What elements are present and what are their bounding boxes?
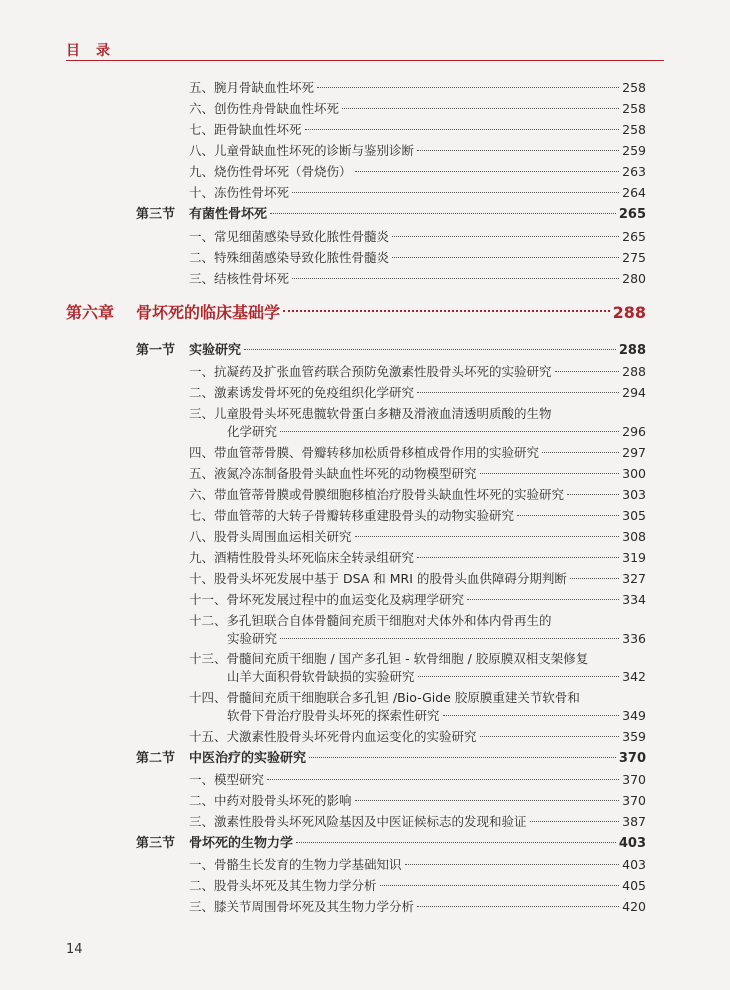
toc-entry[interactable] bbox=[189, 406, 646, 422]
toc-entry[interactable] bbox=[189, 122, 646, 138]
toc-entry-title: 七、带血管蒂的大转子骨瓣转移重建股骨头的动物实验研究 bbox=[189, 508, 515, 523]
leader-dots bbox=[270, 213, 616, 214]
toc-entry[interactable] bbox=[189, 772, 646, 788]
toc-entry[interactable] bbox=[189, 651, 646, 667]
toc-page-number: 288 bbox=[612, 303, 646, 322]
section-title: 中医治疗的实验研究 bbox=[189, 751, 307, 766]
toc-entry-title: 一、抗凝药及扩张血管药联合预防免激素性股骨头坏死的实验研究 bbox=[189, 364, 552, 379]
leader-dots bbox=[417, 150, 619, 151]
toc-entry[interactable] bbox=[189, 229, 646, 245]
toc-page-number: 370 bbox=[622, 793, 646, 808]
toc-entry[interactable] bbox=[189, 250, 646, 266]
toc-entry-title: 十一、骨坏死发展过程中的血运变化及病理学研究 bbox=[189, 592, 465, 607]
toc-entry-title: 软骨下骨治疗股骨头坏死的探索性研究 bbox=[227, 708, 440, 723]
leader-dots bbox=[280, 638, 619, 639]
toc-page-number: 387 bbox=[622, 814, 646, 829]
toc-section[interactable] bbox=[136, 751, 646, 767]
leader-dots bbox=[292, 192, 619, 193]
toc-entry-title: 四、带血管蒂骨膜、骨瓣转移加松质骨移植成骨作用的实验研究 bbox=[189, 445, 540, 460]
leader-dots bbox=[317, 87, 619, 88]
toc-entry-continuation[interactable] bbox=[227, 631, 646, 647]
leader-dots bbox=[355, 800, 619, 801]
toc-page-number: 349 bbox=[622, 708, 646, 723]
leader-dots bbox=[342, 108, 619, 109]
toc-entry-title: 三、儿童股骨头坏死患髋软骨蛋白多糖及滑液血清透明质酸的生物 bbox=[189, 406, 552, 421]
toc-page-number: 405 bbox=[622, 878, 646, 893]
toc-page-number: 296 bbox=[622, 424, 646, 439]
toc-entry[interactable] bbox=[189, 592, 646, 608]
toc-entry[interactable] bbox=[189, 445, 646, 461]
toc-page-number: 288 bbox=[618, 343, 646, 358]
section-title: 骨坏死的生物力学 bbox=[189, 836, 294, 851]
toc-page-number: 305 bbox=[622, 508, 646, 523]
toc-entry-title: 八、股骨头周围血运相关研究 bbox=[189, 529, 352, 544]
toc-page-number: 334 bbox=[622, 592, 646, 607]
toc-page-number: 370 bbox=[618, 751, 646, 766]
toc-entry[interactable] bbox=[189, 185, 646, 201]
toc-page-number: 280 bbox=[622, 271, 646, 286]
toc-entry-continuation[interactable] bbox=[227, 708, 646, 724]
toc-page-number: 258 bbox=[622, 101, 646, 116]
toc-entry-continuation[interactable] bbox=[227, 424, 646, 440]
leader-dots bbox=[417, 392, 619, 393]
toc-entry-title: 十、股骨头坏死发展中基于 DSA 和 MRI 的股骨头血供障碍分期判断 bbox=[189, 571, 567, 586]
toc-page-number: 258 bbox=[622, 122, 646, 137]
toc-entry[interactable] bbox=[189, 729, 646, 745]
toc-page-number: 300 bbox=[622, 466, 646, 481]
toc-page-number: 263 bbox=[622, 164, 646, 179]
leader-dots bbox=[467, 599, 619, 600]
toc-page-number: 259 bbox=[622, 143, 646, 158]
toc-entry[interactable] bbox=[189, 857, 646, 873]
leader-dots bbox=[567, 494, 619, 495]
toc-entry-title: 二、股骨头坏死及其生物力学分析 bbox=[189, 878, 377, 893]
toc-entry[interactable] bbox=[189, 80, 646, 96]
toc-entry[interactable] bbox=[189, 101, 646, 117]
section-title: 实验研究 bbox=[189, 343, 242, 358]
toc-entry[interactable] bbox=[189, 529, 646, 545]
section-label: 第三节 bbox=[136, 836, 176, 851]
toc-page-number: 258 bbox=[622, 80, 646, 95]
toc-entry-title: 九、烧伤性骨坏死（骨烧伤） bbox=[189, 164, 352, 179]
toc-entry-title: 十五、犬激素性股骨头坏死骨内血运变化的实验研究 bbox=[189, 729, 477, 744]
toc-entry-title: 一、模型研究 bbox=[189, 772, 265, 787]
toc-entry-title: 化学研究 bbox=[227, 424, 278, 439]
leader-dots bbox=[355, 171, 619, 172]
leader-dots bbox=[283, 310, 610, 312]
toc-page-number: 297 bbox=[622, 445, 646, 460]
leader-dots bbox=[392, 236, 619, 237]
toc-page-number: 336 bbox=[622, 631, 646, 646]
toc-entry[interactable] bbox=[189, 143, 646, 159]
toc-entry-title: 七、距骨缺血性坏死 bbox=[189, 122, 302, 137]
section-label: 第二节 bbox=[136, 751, 176, 766]
leader-dots bbox=[280, 431, 619, 432]
leader-dots bbox=[418, 676, 619, 677]
toc-page-number: 265 bbox=[618, 207, 646, 222]
toc-entry-title: 十三、骨髓间充质干细胞 / 国产多孔钽 - 软骨细胞 / 胶原膜双相支架修复 bbox=[189, 651, 589, 666]
page-number: 14 bbox=[66, 942, 83, 957]
toc-entry[interactable] bbox=[189, 613, 646, 629]
toc-entry-title: 一、骨骼生长发育的生物力学基础知识 bbox=[189, 857, 402, 872]
toc-page-number: 308 bbox=[622, 529, 646, 544]
leader-dots bbox=[380, 885, 619, 886]
section-title: 有菌性骨坏死 bbox=[189, 207, 268, 222]
section-label: 第一节 bbox=[136, 343, 176, 358]
toc-chapter[interactable] bbox=[66, 303, 646, 323]
section-label: 第三节 bbox=[136, 207, 176, 222]
toc-page-number: 288 bbox=[622, 364, 646, 379]
page-header-title: 目录 bbox=[66, 43, 126, 59]
leader-dots bbox=[443, 715, 619, 716]
leader-dots bbox=[392, 257, 619, 258]
leader-dots bbox=[542, 452, 619, 453]
leader-dots bbox=[355, 536, 619, 537]
leader-dots bbox=[417, 557, 619, 558]
leader-dots bbox=[530, 821, 619, 822]
toc-entry-title: 三、膝关节周围骨坏死及其生物力学分析 bbox=[189, 899, 415, 914]
leader-dots bbox=[555, 371, 619, 372]
toc-page-number: 265 bbox=[622, 229, 646, 244]
toc-entry-title: 十四、骨髓间充质干细胞联合多孔钽 /Bio-Gide 胶原膜重建关节软骨和 bbox=[189, 690, 580, 705]
toc-entry-title: 十、冻伤性骨坏死 bbox=[189, 185, 290, 200]
leader-dots bbox=[292, 278, 619, 279]
toc-entry-title: 六、创伤性舟骨缺血性坏死 bbox=[189, 101, 340, 116]
leader-dots bbox=[517, 515, 619, 516]
toc-page-number: 275 bbox=[622, 250, 646, 265]
toc-entry-title: 二、激素诱发骨坏死的免疫组织化学研究 bbox=[189, 385, 415, 400]
leader-dots bbox=[405, 864, 619, 865]
chapter-title: 骨坏死的临床基础学 bbox=[136, 303, 281, 322]
toc-page-number: 319 bbox=[622, 550, 646, 565]
leader-dots bbox=[244, 349, 616, 350]
toc-entry-title: 五、腕月骨缺血性坏死 bbox=[189, 80, 315, 95]
toc-entry-title: 三、结核性骨坏死 bbox=[189, 271, 290, 286]
toc-page-number: 370 bbox=[622, 772, 646, 787]
toc-entry-title: 实验研究 bbox=[227, 631, 278, 646]
toc-page-number: 359 bbox=[622, 729, 646, 744]
toc-page-number: 294 bbox=[622, 385, 646, 400]
toc-section[interactable] bbox=[136, 207, 646, 223]
toc-entry[interactable] bbox=[189, 571, 646, 587]
leader-dots bbox=[480, 473, 619, 474]
toc-page-number: 403 bbox=[618, 836, 646, 851]
toc-entry[interactable] bbox=[189, 487, 646, 503]
toc-entry-title: 一、常见细菌感染导致化脓性骨髓炎 bbox=[189, 229, 390, 244]
toc-page-number: 303 bbox=[622, 487, 646, 502]
leader-dots bbox=[305, 129, 619, 130]
toc-entry-title: 三、激素性股骨头坏死风险基因及中医证候标志的发现和验证 bbox=[189, 814, 527, 829]
toc-page-number: 342 bbox=[622, 669, 646, 684]
toc-entry[interactable] bbox=[189, 550, 646, 566]
toc-entry[interactable] bbox=[189, 271, 646, 287]
toc-entry[interactable] bbox=[189, 690, 646, 706]
toc-entry[interactable] bbox=[189, 814, 646, 830]
toc-page-number: 264 bbox=[622, 185, 646, 200]
toc-entry[interactable] bbox=[189, 899, 646, 915]
toc-entry-title: 山羊大面积骨软骨缺损的实验研究 bbox=[227, 669, 415, 684]
toc-entry-title: 五、液氮冷冻制备股骨头缺血性坏死的动物模型研究 bbox=[189, 466, 477, 481]
toc-entry-title: 六、带血管蒂骨膜或骨膜细胞移植治疗股骨头缺血性坏死的实验研究 bbox=[189, 487, 565, 502]
chapter-label: 第六章 bbox=[66, 303, 115, 322]
toc-entry[interactable] bbox=[189, 508, 646, 524]
toc-page-number: 420 bbox=[622, 899, 646, 914]
toc-entry-continuation[interactable] bbox=[227, 669, 646, 685]
leader-dots bbox=[309, 757, 616, 758]
toc-page-number: 403 bbox=[622, 857, 646, 872]
toc-entry[interactable] bbox=[189, 385, 646, 401]
leader-dots bbox=[480, 736, 619, 737]
leader-dots bbox=[296, 842, 616, 843]
toc-entry-title: 九、酒精性股骨头坏死临床全转录组研究 bbox=[189, 550, 415, 565]
toc-page-number: 327 bbox=[622, 571, 646, 586]
toc-entry[interactable] bbox=[189, 466, 646, 482]
leader-dots bbox=[267, 779, 619, 780]
toc-entry[interactable] bbox=[189, 878, 646, 894]
toc-entry[interactable] bbox=[189, 793, 646, 809]
toc-entry-title: 八、儿童骨缺血性坏死的诊断与鉴别诊断 bbox=[189, 143, 415, 158]
toc-entry-title: 十二、多孔钽联合自体骨髓间充质干细胞对犬体外和体内骨再生的 bbox=[189, 613, 552, 628]
toc-entry[interactable] bbox=[189, 364, 646, 380]
toc-section[interactable] bbox=[136, 343, 646, 359]
toc-entry[interactable] bbox=[189, 164, 646, 180]
leader-dots bbox=[417, 906, 619, 907]
toc-entry-title: 二、特殊细菌感染导致化脓性骨髓炎 bbox=[189, 250, 390, 265]
leader-dots bbox=[570, 578, 619, 579]
toc-entry-title: 二、中药对股骨头坏死的影响 bbox=[189, 793, 352, 808]
toc-section[interactable] bbox=[136, 836, 646, 852]
